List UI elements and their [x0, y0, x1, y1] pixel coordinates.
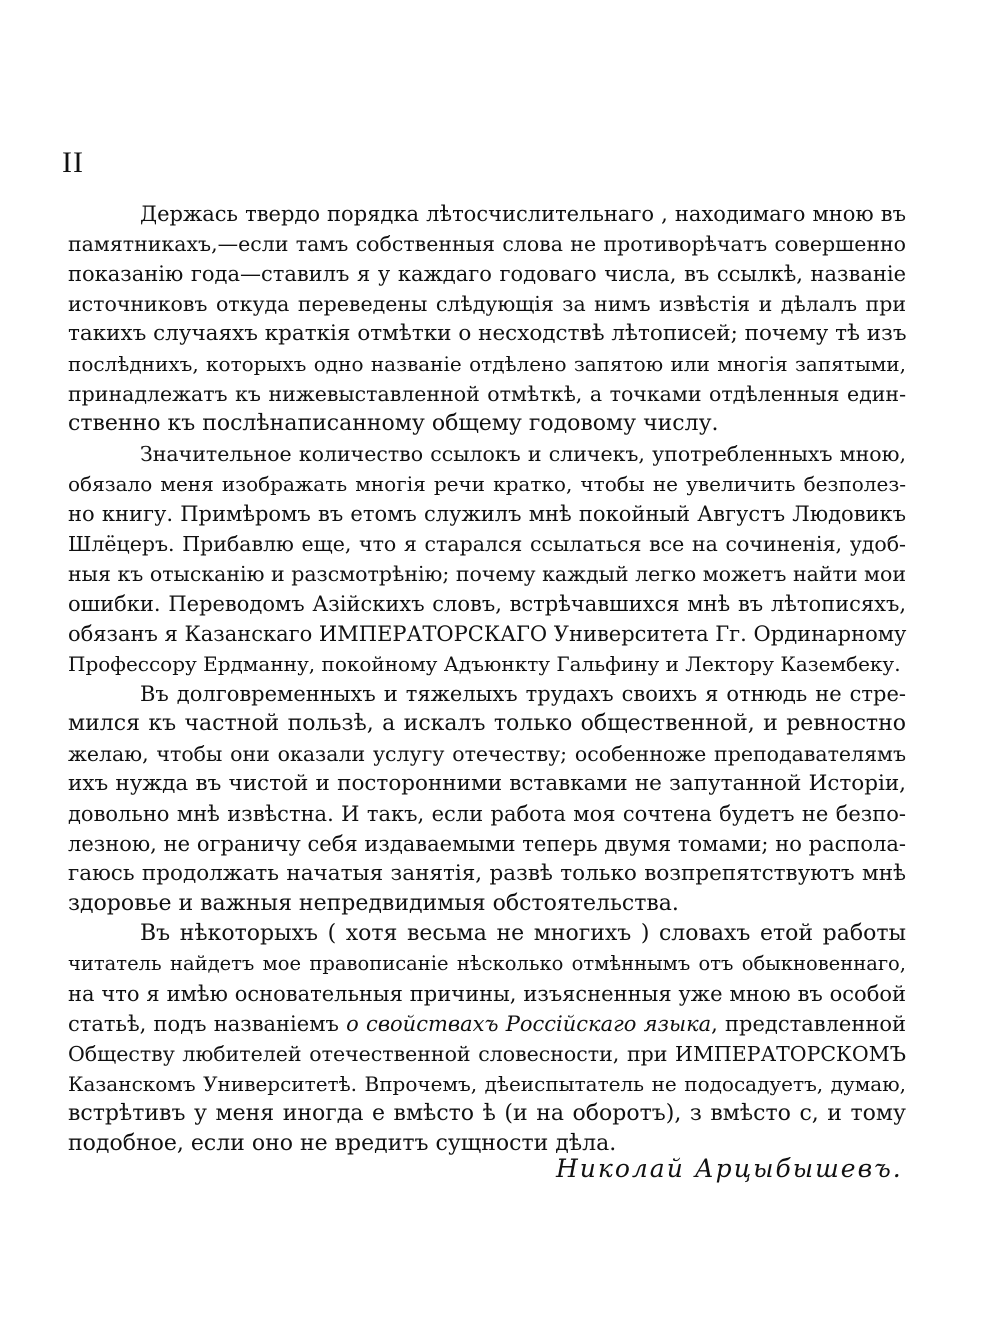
text-line: Значительное количество ссылокъ и сличекъ, употребленныхъ мною,: [140, 442, 906, 466]
text-line: довольно мнѣ извѣстна. И такъ, если работа моя сочтена будетъ не безпо-: [68, 802, 906, 826]
text-segment: статьѣ, подъ названіемъ: [68, 1012, 339, 1036]
author-signature: Николай Арцыбышевъ.: [556, 1154, 903, 1183]
text-line: но книгу. Примѣромъ въ етомъ служилъ мнѣ покойный Августъ Людовикъ: [68, 502, 906, 526]
text-line: на что я имѣю основательныя причины, изъясненныя уже мною въ особой: [68, 982, 906, 1006]
text-line: мился къ частной пользѣ, а искалъ только общественной, и ревностно: [68, 711, 906, 736]
text-line: Въ долговременныхъ и тяжелыхъ трудахъ своихъ я отнюдь не стре-: [140, 682, 906, 706]
page-number: II: [62, 146, 84, 179]
text-line: принадлежатъ къ нижевыставленной отмѣткѣ, а точками отдѣленныя един-: [68, 382, 906, 406]
text-line: ошибки. Переводомъ Азійскихъ словъ, встрѣчавшихся мнѣ въ лѣтописяхъ,: [68, 592, 906, 616]
text-line: здоровье и важныя непредвидимыя обстоятельства.: [68, 891, 679, 916]
text-line: подобное, если оно не вредитъ сущности дѣла.: [68, 1131, 617, 1156]
text-line: читатель найдетъ мое правописаніе нѣсколько отмѣннымъ отъ обыкновеннаго,: [68, 952, 906, 975]
text-line: показанію года—ставилъ я у каждаго годоваго числа, въ ссылкѣ, названіе: [68, 262, 906, 286]
text-line: обязало меня изображать многія речи кратко, чтобы не увеличить безполез-: [68, 472, 906, 496]
text-line: гаюсь продолжать начатыя занятія, развѣ только возпрепятствуютъ мнѣ: [68, 861, 906, 886]
text-line: ихъ нужда въ чистой и посторонними вставками не запутанной Исторіи,: [68, 771, 906, 796]
text-line: Казанскомъ Университетѣ. Впрочемъ, дѣеиспытатель не подосадуетъ, думаю,: [68, 1072, 906, 1096]
text-line: Въ нѣкоторыхъ ( хотя весьма не многихъ ) словахъ етой работы: [140, 921, 906, 946]
text-line: источниковъ откуда переведены слѣдующія за нимъ извѣстія и дѣлалъ при: [68, 292, 906, 316]
text-line: ственно къ послѣнаписанному общему годовому числу.: [68, 411, 719, 436]
text-line: такихъ случаяхъ краткія отмѣтки о несходствѣ лѣтописей; почему тѣ изъ: [68, 321, 907, 346]
text-segment: , представленной: [711, 1012, 906, 1036]
text-line-with-italic: [68, 1010, 906, 1038]
text-line: Профессору Ердманну, покойному Адъюнкту Гальфину и Лектору Казембеку.: [68, 652, 901, 676]
text-line: желаю, чтобы они оказали услугу отечеству; особенноже преподавателямъ: [68, 742, 906, 766]
text-line: Шлёцеръ. Прибавлю еще, что я старался ссылаться все на сочиненія, удоб-: [68, 532, 906, 556]
text-line: лезною, не ограничу себя издаваемыми теперь двумя томами; но распола-: [68, 832, 906, 856]
text-line: встрѣтивъ у меня иногда е вмѣсто ѣ (и на оборотъ), з вмѣсто с, и тому: [68, 1101, 906, 1126]
text-line: обязанъ я Казанскаго ИМПЕРАТОРСКАГО Университета Гг. Ординарному: [68, 622, 907, 646]
text-line: памятникахъ,—если тамъ собственныя слова не противорѣчатъ совершенно: [68, 232, 906, 256]
text-line: Обществу любителей отечественной словесности, при ИМПЕРАТОРСКОМЪ: [68, 1042, 906, 1066]
text-line: ныя къ отысканію и разсмотрѣнію; почему каждый легко можетъ найти мои: [68, 562, 906, 586]
text-line: Держась твердо порядка лѣтосчислительнаго , находимаго мною въ: [140, 202, 906, 226]
italic-title: о свойствахъ Россійскаго языка: [346, 1012, 712, 1036]
text-line: послѣднихъ, которыхъ одно названіе отдѣлено запятою или многія запятыми,: [68, 352, 906, 376]
